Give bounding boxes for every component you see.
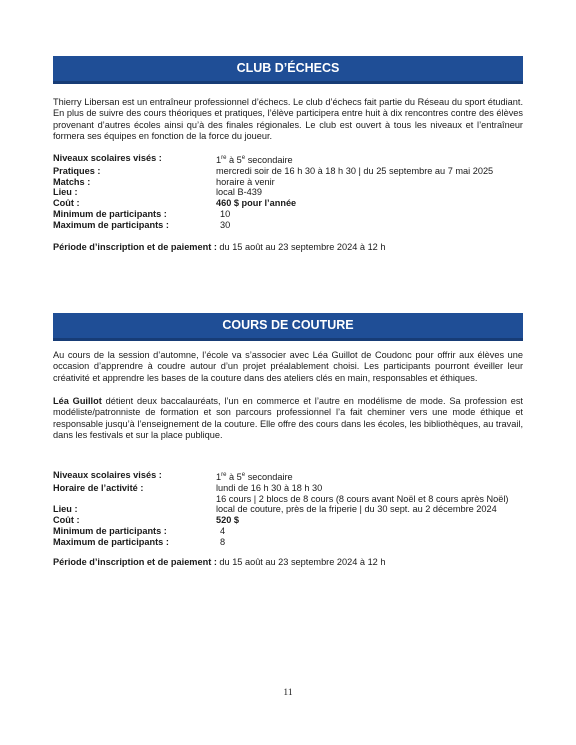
sewing-value-cost: 520 $ (216, 515, 239, 526)
chess-value-practices: mercredi soir de 16 h 30 à 18 h 30 | du 25 septembre au 7 mai 2025 (216, 165, 494, 176)
chess-section-title: CLUB D’ÉCHECS (53, 56, 523, 84)
sewing-row-min (53, 526, 533, 537)
sewing-row-max (53, 537, 533, 548)
chess-label-min: Minimum de participants : (53, 209, 167, 220)
chess-value-cost: 460 $ pour l’année (216, 198, 297, 209)
chess-value-matches: horaire à venir (216, 176, 275, 187)
sewing-bio-name: Léa Guillot (53, 396, 102, 406)
chess-label-practices: Pratiques : (53, 165, 101, 176)
sewing-value-min: 4 (220, 526, 226, 537)
sewing-section-title: COURS DE COUTURE (53, 313, 523, 341)
sewing-label-max: Maximum de participants : (53, 536, 169, 547)
chess-row-place (53, 187, 533, 198)
chess-info-table (53, 153, 533, 231)
chess-row-max (53, 220, 533, 231)
chess-value-levels: 1re à 5e secondaire (216, 155, 293, 166)
chess-label-max: Maximum de participants : (53, 219, 169, 230)
sewing-row-schedule-detail (53, 494, 533, 505)
chess-label-matches: Matchs : (53, 176, 91, 187)
chess-period-value: du 15 août au 23 septembre 2024 à 12 h (216, 242, 386, 252)
sewing-row-schedule (53, 483, 533, 494)
chess-row-matches (53, 177, 533, 188)
page-number: 11 (283, 688, 293, 698)
sewing-label-min: Minimum de participants : (53, 526, 167, 537)
sewing-label-levels: Niveaux scolaires visés : (53, 470, 162, 480)
sewing-value-place: local de couture, près de la friperie | du 30 sept. au 2 décembre 2024 (216, 504, 497, 515)
chess-period (53, 242, 385, 252)
chess-label-levels: Niveaux scolaires visés : (53, 153, 162, 163)
sewing-label-place: Lieu : (53, 504, 78, 515)
chess-value-place: local B-439 (216, 187, 262, 198)
sewing-description: Au cours de la session d’automne, l’école va s’associer avec Léa Guillot de Coudonc pour offrir aux élèves une occasion d’apprendre à coudre autour d’un projet préalablement choisi. Les participants pourront éveiller leur créativité et apprendre les bases de la couture dans des ateliers clés en main, responsables et éthiques. (53, 350, 523, 383)
chess-row-practices (53, 166, 533, 177)
sewing-value-levels: 1re à 5e secondaire (216, 472, 293, 483)
chess-label-cost: Coût : (53, 198, 80, 209)
sewing-row-levels (53, 470, 533, 483)
chess-description: Thierry Libersan est un entraîneur professionnel d’échecs. Le club d’échecs fait partie du Réseau du sport étudiant. En plus de suivre des cours théoriques et pratiques, l’élève participera entre huit à dix rencontres contre des élèves provenant d’autres écoles ainsi qu’à des finales régionales. Le club est ouvert à tous les niveaux et l’entraîneur formera ses équipes en fonction de la force du joueur. (53, 97, 523, 141)
sewing-info-table (53, 470, 533, 548)
sewing-value-max: 8 (220, 536, 226, 547)
sewing-bio-text: détient deux baccalauréats, l’un en commerce et l’autre en modélisme de mode. Sa profession est modéliste/patronniste de formation et son parcours professionnel l’a fait cheminer vers une mode éthique et responsable jusqu’à l’enseignement de la couture. Elle offre des cours dans les écoles, les bibliothèques, au travail, dans les festivals et sur la place publique. (53, 396, 523, 440)
chess-label-place: Lieu : (53, 187, 78, 198)
sewing-value-schedule-detail: 16 cours | 2 blocs de 8 cours (8 cours avant Noël et 8 cours après Noël) (216, 493, 509, 504)
chess-row-cost (53, 198, 533, 209)
sewing-row-cost (53, 515, 533, 526)
chess-value-max: 30 (220, 219, 231, 230)
sewing-period-label: Période d’inscription et de paiement : (53, 557, 217, 567)
sewing-bio (53, 396, 523, 441)
chess-value-min: 10 (220, 209, 231, 220)
chess-row-levels (53, 153, 533, 166)
sewing-label-cost: Coût : (53, 515, 80, 526)
sewing-row-place (53, 504, 533, 515)
sewing-period-value: du 15 août au 23 septembre 2024 à 12 h (216, 557, 386, 567)
sewing-label-schedule: Horaire de l’activité : (53, 482, 144, 493)
chess-row-min (53, 209, 533, 220)
sewing-period (53, 557, 385, 567)
sewing-value-schedule: lundi de 16 h 30 à 18 h 30 (216, 482, 323, 493)
chess-period-label: Période d’inscription et de paiement : (53, 242, 217, 252)
